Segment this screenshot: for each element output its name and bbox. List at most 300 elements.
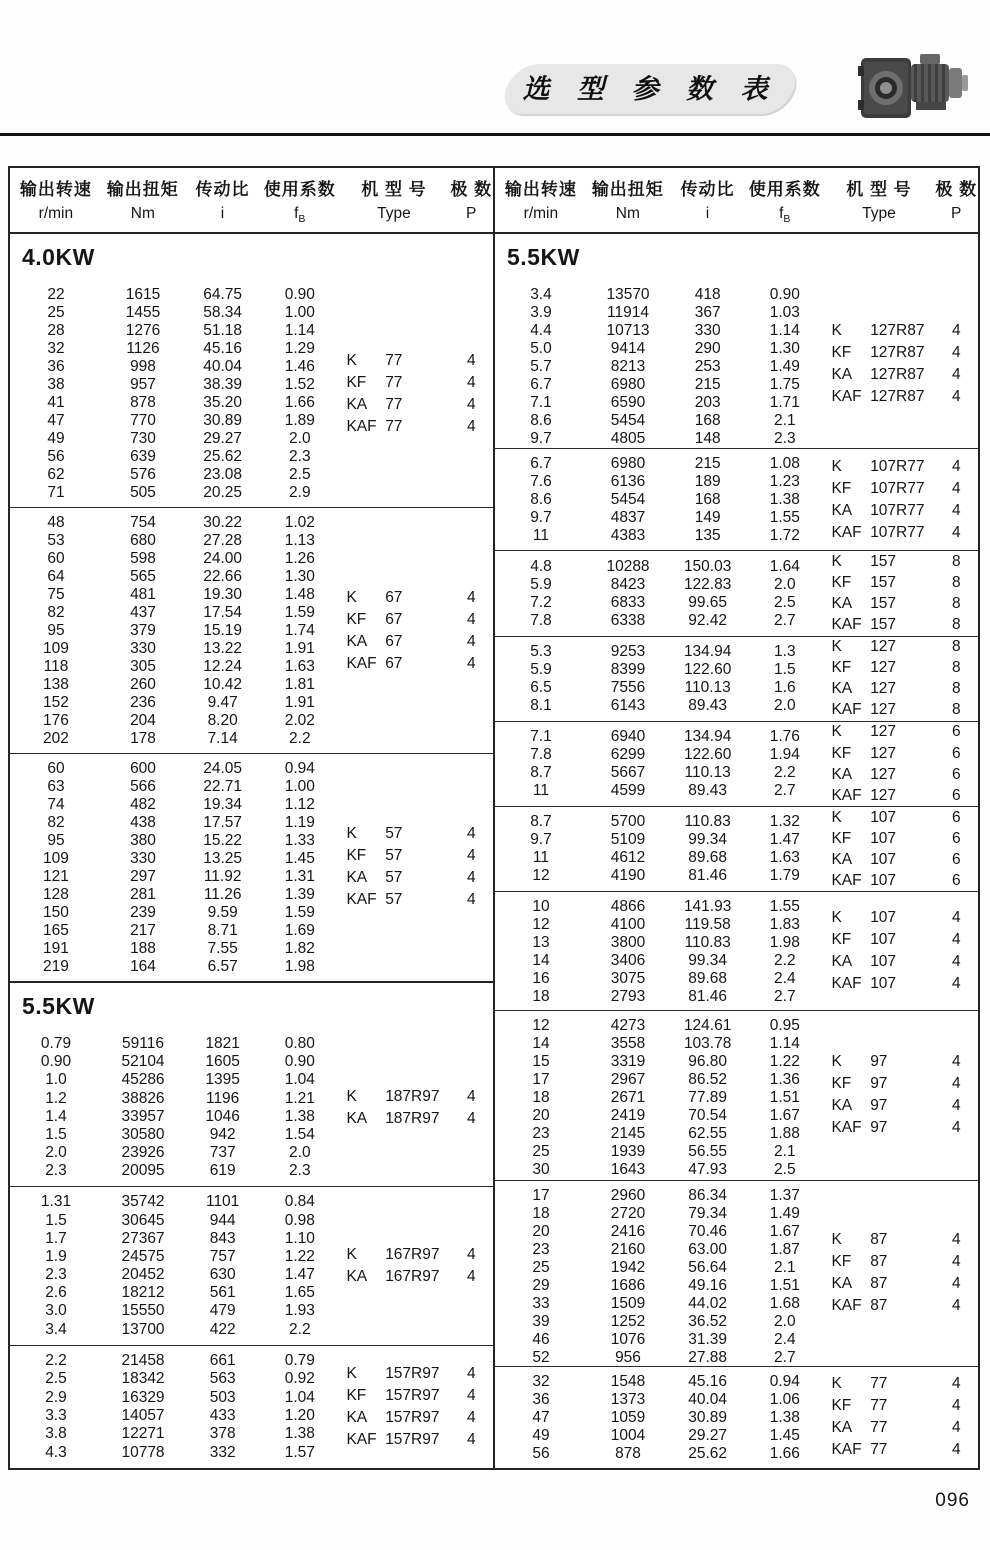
- rating-block: [495, 448, 978, 550]
- rating-block: [495, 636, 978, 721]
- cell-output-torque: 20452: [121, 1266, 165, 1284]
- table-row: [495, 340, 823, 358]
- header-label-zh-4: 机 型 号: [846, 179, 912, 199]
- type-prefix: K: [831, 553, 842, 571]
- type-prefix: KA: [831, 1275, 853, 1293]
- cell-ratio: 9.47: [207, 694, 238, 712]
- page-number: 096: [935, 1490, 970, 1511]
- type-row: [823, 478, 978, 500]
- block-data: [495, 551, 823, 635]
- table-row: [495, 1035, 823, 1053]
- type-row: [823, 907, 978, 929]
- cell-output-speed: 16: [532, 970, 550, 988]
- header-label-zh-3: 使用系数: [748, 179, 821, 199]
- cell-output-torque: 1059: [610, 1408, 646, 1426]
- cell-service-factor: 1.94: [769, 746, 800, 764]
- cell-output-speed: 47: [532, 1408, 550, 1426]
- cell-service-factor: 2.9: [289, 484, 311, 501]
- cell-service-factor: 1.55: [769, 509, 800, 527]
- cell-output-speed: 11: [532, 782, 550, 800]
- type-model: 127: [870, 765, 897, 783]
- table-header-row-units: [10, 205, 493, 225]
- type-name: [823, 1253, 934, 1271]
- cell-service-factor: 1.02: [284, 514, 315, 532]
- table-header-row-zh: [10, 175, 493, 200]
- cell-output-speed: 4.3: [45, 1443, 67, 1461]
- rating-block: [10, 1186, 493, 1344]
- pole-count: 6: [952, 765, 961, 783]
- cell-output-speed: 12: [532, 1017, 550, 1035]
- cell-output-speed: 60: [47, 550, 65, 568]
- cell-output-speed: 219: [43, 957, 69, 975]
- pole-count: 4: [467, 1430, 476, 1448]
- cell-output-speed: 18: [532, 1204, 550, 1222]
- type-model: 67: [385, 632, 403, 650]
- table-row: [10, 1035, 338, 1053]
- pole-count: 4: [952, 1397, 961, 1415]
- cell-service-factor: 1.83: [769, 916, 800, 934]
- type-name: [823, 701, 934, 719]
- cell-output-torque: 1252: [610, 1312, 646, 1330]
- type-model: 77: [385, 417, 403, 435]
- cell-output-speed: 5.3: [530, 642, 552, 660]
- type-list: [338, 1029, 493, 1186]
- cell-output-torque: 1455: [125, 304, 161, 321]
- cell-ratio: 189: [694, 473, 721, 491]
- table-row: [10, 1212, 338, 1230]
- cell-output-speed: 1.9: [45, 1247, 67, 1265]
- cell-output-torque: 30580: [121, 1125, 165, 1143]
- header-label-zh-1: 输出扭矩: [591, 179, 664, 199]
- cell-output-torque: 505: [130, 484, 156, 501]
- type-name: [823, 809, 934, 827]
- table-row: [495, 286, 823, 304]
- type-name: [823, 1275, 934, 1293]
- section-title-5.5kw: 5.5KW: [507, 244, 580, 270]
- type-model: 77: [870, 1397, 888, 1415]
- type-row: [338, 889, 493, 911]
- type-list: [823, 892, 978, 1010]
- pole-count: 4: [467, 869, 476, 887]
- cell-output-speed: 1.4: [45, 1107, 67, 1125]
- table-row: [10, 1320, 338, 1338]
- cell-output-speed: 63: [47, 777, 65, 795]
- type-row: [823, 573, 978, 594]
- cell-output-torque: 576: [130, 466, 156, 483]
- cell-output-torque: 2145: [610, 1125, 646, 1143]
- header-label-zh-5: 极 数: [935, 179, 978, 199]
- cell-output-torque: 5667: [610, 764, 646, 782]
- cell-output-torque: 1126: [126, 340, 160, 357]
- type-name: [823, 553, 934, 571]
- type-prefix: KF: [831, 744, 852, 762]
- type-name: [823, 851, 934, 869]
- cell-output-torque: 24575: [121, 1247, 165, 1265]
- cell-service-factor: 1.14: [284, 322, 315, 339]
- pole-count: 4: [952, 953, 961, 971]
- type-list: [823, 637, 978, 721]
- cell-output-speed: 2.3: [45, 1266, 67, 1284]
- cell-service-factor: 2.2: [289, 730, 311, 748]
- type-row: [823, 722, 978, 743]
- cell-output-speed: 7.6: [530, 473, 552, 491]
- cell-ratio: 58.34: [203, 304, 243, 321]
- cell-ratio: 479: [209, 1302, 236, 1320]
- table-row: [10, 622, 338, 640]
- cell-ratio: 51.18: [203, 322, 243, 339]
- cell-ratio: 757: [209, 1247, 236, 1265]
- cell-service-factor: 2.4: [774, 970, 796, 988]
- cell-output-torque: 3800: [610, 934, 646, 952]
- cell-output-speed: 82: [47, 604, 65, 622]
- table-row: [495, 849, 823, 867]
- cell-ratio: 1196: [205, 1089, 240, 1107]
- cell-service-factor: 1.59: [284, 604, 315, 622]
- gear-motor-image: [858, 48, 970, 128]
- cell-ratio: 77.89: [688, 1089, 728, 1107]
- cell-ratio: 17.54: [203, 604, 243, 622]
- cell-output-speed: 14: [532, 952, 550, 970]
- cell-service-factor: 1.51: [769, 1276, 800, 1294]
- cell-ratio: 8.71: [207, 921, 238, 939]
- table-row: [495, 1409, 823, 1427]
- cell-service-factor: 1.52: [284, 376, 315, 393]
- cell-ratio: 20.25: [203, 484, 243, 501]
- cell-output-speed: 10: [532, 898, 550, 916]
- type-row: [823, 386, 978, 408]
- cell-output-torque: 13700: [121, 1320, 165, 1338]
- cell-ratio: 661: [209, 1351, 236, 1369]
- page-title: 选 型 参 数 表: [522, 74, 778, 104]
- cell-service-factor: 1.38: [769, 1408, 800, 1426]
- cell-output-speed: 3.8: [45, 1425, 67, 1443]
- cell-output-speed: 121: [43, 867, 69, 885]
- cell-ratio: 40.04: [203, 358, 243, 375]
- type-prefix: KF: [831, 1397, 852, 1415]
- cell-output-torque: 330: [130, 849, 156, 867]
- cell-ratio: 1101: [205, 1193, 240, 1211]
- table-row: [495, 430, 823, 448]
- type-prefix: KAF: [831, 523, 862, 541]
- cell-ratio: 843: [209, 1229, 236, 1247]
- type-prefix: K: [831, 1053, 842, 1071]
- cell-output-torque: 10288: [606, 557, 650, 575]
- type-name: [823, 502, 934, 520]
- cell-ratio: 25.62: [688, 1444, 728, 1462]
- cell-output-speed: 165: [43, 921, 69, 939]
- cell-service-factor: 1.36: [769, 1071, 800, 1089]
- cell-ratio: 619: [209, 1162, 236, 1180]
- cell-service-factor: 1.66: [769, 1444, 800, 1462]
- header-label-unit-4: [823, 205, 934, 225]
- rating-block: [495, 280, 978, 448]
- unit-subscript: B: [298, 213, 306, 226]
- table-row: [495, 916, 823, 934]
- type-name: [338, 1387, 449, 1405]
- cell-service-factor: 1.10: [284, 1229, 315, 1247]
- table-row: [495, 1331, 823, 1349]
- cell-output-speed: 1.7: [45, 1229, 67, 1247]
- cell-output-speed: 17: [532, 1186, 550, 1204]
- unit-text: Type: [862, 204, 896, 222]
- type-row: [823, 1295, 978, 1317]
- type-prefix: KAF: [346, 654, 377, 672]
- type-prefix: K: [346, 1087, 357, 1105]
- cell-output-torque: 1686: [610, 1276, 646, 1294]
- type-prefix: KA: [346, 869, 368, 887]
- type-row: [823, 1117, 978, 1139]
- pole-count: 4: [467, 395, 476, 413]
- type-list: [338, 1346, 493, 1468]
- cell-output-speed: 152: [43, 694, 69, 712]
- table-row: [10, 1090, 338, 1108]
- type-row: [823, 1251, 978, 1273]
- type-prefix: K: [831, 638, 842, 656]
- type-prefix: KAF: [831, 616, 862, 634]
- type-row: [338, 1407, 493, 1429]
- type-prefix: KA: [831, 680, 853, 698]
- cell-ratio: 99.34: [688, 952, 728, 970]
- cell-output-speed: 0.79: [40, 1035, 72, 1053]
- table-row: [10, 448, 338, 466]
- table-row: [10, 514, 338, 532]
- cell-ratio: 29.27: [688, 1426, 728, 1444]
- type-row: [338, 845, 493, 867]
- cell-output-speed: 11: [532, 849, 550, 867]
- cell-service-factor: 1.47: [284, 1266, 315, 1284]
- type-name: [338, 1246, 449, 1264]
- cell-output-speed: 9.7: [530, 831, 552, 849]
- cell-output-speed: 1.31: [40, 1193, 72, 1211]
- title-banner: [500, 64, 800, 114]
- table-row: [495, 322, 823, 340]
- cell-output-torque: 1643: [610, 1161, 646, 1179]
- type-model: 77: [870, 1375, 888, 1393]
- table-row: [10, 1370, 338, 1388]
- cell-output-speed: 52: [532, 1348, 550, 1366]
- cell-output-speed: 33: [532, 1294, 550, 1312]
- cell-output-speed: 2.2: [45, 1351, 67, 1369]
- cell-ratio: 23.08: [203, 466, 243, 483]
- type-name: [338, 1409, 449, 1427]
- cell-output-torque: 437: [130, 604, 156, 622]
- cell-output-torque: 1509: [610, 1294, 646, 1312]
- type-name: [823, 1075, 934, 1093]
- type-row: [823, 552, 978, 573]
- table-row: [495, 782, 823, 800]
- type-prefix: K: [831, 909, 842, 927]
- rating-block: [495, 1366, 978, 1468]
- pole-count: 4: [467, 610, 476, 628]
- cell-output-torque: 1615: [125, 286, 161, 303]
- table-header: [495, 168, 978, 234]
- cell-service-factor: 1.89: [284, 412, 315, 429]
- type-model: 157R97: [385, 1408, 440, 1426]
- header-label-unit-1: [587, 205, 669, 225]
- table-row: [495, 557, 823, 575]
- header-label-zh-2: 传动比: [680, 179, 735, 199]
- table-row: [495, 867, 823, 885]
- type-row: [338, 416, 493, 438]
- type-model: 77: [385, 351, 403, 369]
- type-prefix: KA: [346, 1109, 368, 1127]
- block-data: [495, 722, 823, 806]
- table-row: [10, 958, 338, 976]
- type-name: [823, 638, 934, 656]
- type-prefix: KF: [831, 1075, 852, 1093]
- type-name: [823, 388, 934, 406]
- cell-output-speed: 12: [532, 916, 550, 934]
- header-label-unit-3: [746, 205, 823, 225]
- pole-count: 4: [467, 825, 476, 843]
- rating-block: [10, 753, 493, 981]
- table-row: [495, 412, 823, 430]
- cell-ratio: 70.46: [688, 1222, 728, 1240]
- cell-service-factor: 1.37: [769, 1186, 800, 1204]
- cell-service-factor: 2.7: [774, 988, 796, 1006]
- type-prefix: K: [346, 1246, 357, 1264]
- cell-output-speed: 74: [47, 795, 65, 813]
- cell-output-torque: 239: [130, 903, 156, 921]
- type-list: [823, 280, 978, 448]
- cell-output-speed: 8.6: [530, 491, 552, 509]
- type-model: 107R77: [870, 501, 925, 519]
- pole-count: 4: [952, 388, 961, 406]
- pole-count: 4: [952, 1253, 961, 1271]
- cell-ratio: 737: [209, 1144, 236, 1162]
- pole-count: 4: [952, 1231, 961, 1249]
- cell-ratio: 122.60: [683, 746, 732, 764]
- pole-count: 4: [467, 1408, 476, 1426]
- table-row: [495, 1107, 823, 1125]
- header-label-unit-0: [10, 205, 102, 225]
- type-row: [823, 1229, 978, 1251]
- cell-output-torque: 2960: [610, 1186, 646, 1204]
- cell-ratio: 45.16: [688, 1372, 728, 1390]
- header-label-zh-0: 输出转速: [19, 179, 92, 199]
- cell-output-speed: 60: [47, 759, 65, 777]
- type-row: [823, 1051, 978, 1073]
- cell-service-factor: 1.31: [284, 867, 315, 885]
- cell-output-torque: 35742: [121, 1193, 165, 1211]
- cell-output-torque: 6940: [610, 727, 646, 745]
- type-list: [338, 1187, 493, 1344]
- cell-output-torque: 4612: [610, 849, 646, 867]
- type-prefix: K: [346, 588, 357, 606]
- cell-output-torque: 9414: [610, 340, 646, 357]
- type-row: [338, 394, 493, 416]
- cell-output-torque: 438: [130, 813, 156, 831]
- cell-output-torque: 236: [130, 694, 156, 712]
- pole-count: 4: [952, 931, 961, 949]
- type-name: [338, 633, 449, 651]
- cell-service-factor: 1.20: [284, 1407, 315, 1425]
- rating-block: [10, 507, 493, 753]
- cell-service-factor: 0.84: [284, 1193, 315, 1211]
- type-prefix: KA: [346, 395, 368, 413]
- block-data: [10, 1187, 338, 1344]
- type-list: [823, 551, 978, 635]
- cell-output-speed: 29: [532, 1276, 550, 1294]
- cell-output-torque: 18212: [121, 1284, 165, 1302]
- cell-output-torque: 38826: [121, 1089, 165, 1107]
- cell-output-torque: 754: [130, 514, 156, 532]
- table-row: [495, 612, 823, 630]
- table-row: [10, 1352, 338, 1370]
- block-data: [10, 508, 338, 753]
- cell-output-speed: 64: [47, 568, 65, 586]
- type-name: [823, 1097, 934, 1115]
- type-row: [823, 594, 978, 615]
- header-label-unit-5: [934, 205, 977, 225]
- type-prefix: K: [831, 457, 842, 475]
- cell-output-torque: 4866: [610, 898, 646, 916]
- table-row: [495, 764, 823, 782]
- type-name: [823, 766, 934, 784]
- cell-service-factor: 1.6: [774, 678, 796, 696]
- type-model: 107: [870, 909, 897, 927]
- cell-output-speed: 0.90: [40, 1053, 72, 1071]
- cell-ratio: 103.78: [683, 1035, 732, 1053]
- cell-service-factor: 2.0: [289, 430, 311, 447]
- type-model: 107: [870, 871, 897, 889]
- cell-output-torque: 59116: [122, 1035, 164, 1053]
- type-name: [338, 1365, 449, 1383]
- type-prefix: K: [346, 351, 357, 369]
- pole-count: 4: [467, 1364, 476, 1382]
- cell-ratio: 110.83: [684, 934, 731, 952]
- type-list: [823, 722, 978, 806]
- cell-service-factor: 1.82: [284, 939, 315, 957]
- cell-service-factor: 1.59: [284, 903, 315, 921]
- type-model: 167R97: [385, 1246, 440, 1264]
- type-model: 67: [385, 610, 403, 628]
- type-row: [823, 364, 978, 386]
- type-name: [823, 480, 934, 498]
- cell-output-speed: 128: [43, 885, 69, 903]
- cell-service-factor: 2.0: [774, 575, 796, 593]
- cell-output-speed: 7.2: [530, 593, 552, 611]
- cell-output-speed: 23: [532, 1240, 550, 1258]
- rating-block: [10, 1345, 493, 1468]
- table-row: [495, 1277, 823, 1295]
- type-model: 77: [385, 373, 403, 391]
- type-prefix: KF: [346, 373, 367, 391]
- table-row: [495, 1313, 823, 1331]
- type-name: [823, 322, 934, 340]
- cell-ratio: 81.46: [688, 867, 728, 885]
- cell-output-torque: 4273: [610, 1017, 646, 1035]
- pole-count: 8: [952, 638, 961, 656]
- cell-output-torque: 566: [130, 777, 156, 795]
- cell-output-speed: 20: [532, 1107, 550, 1125]
- cell-output-torque: 600: [130, 759, 156, 777]
- cell-ratio: 141.93: [683, 898, 732, 916]
- cell-ratio: 30.89: [203, 412, 243, 429]
- cell-ratio: 10.42: [203, 676, 243, 694]
- type-model: 87: [870, 1297, 888, 1315]
- header-label-zh-3: 使用系数: [263, 179, 336, 199]
- cell-service-factor: 1.26: [284, 550, 315, 568]
- cell-ratio: 15.19: [203, 622, 243, 640]
- pole-count: 4: [952, 909, 961, 927]
- cell-service-factor: 1.04: [284, 1388, 315, 1406]
- cell-output-speed: 6.7: [530, 455, 552, 473]
- cell-output-speed: 8.7: [530, 764, 552, 782]
- table-row: [10, 466, 338, 484]
- type-model: 157: [870, 574, 897, 592]
- table-row: [495, 679, 823, 697]
